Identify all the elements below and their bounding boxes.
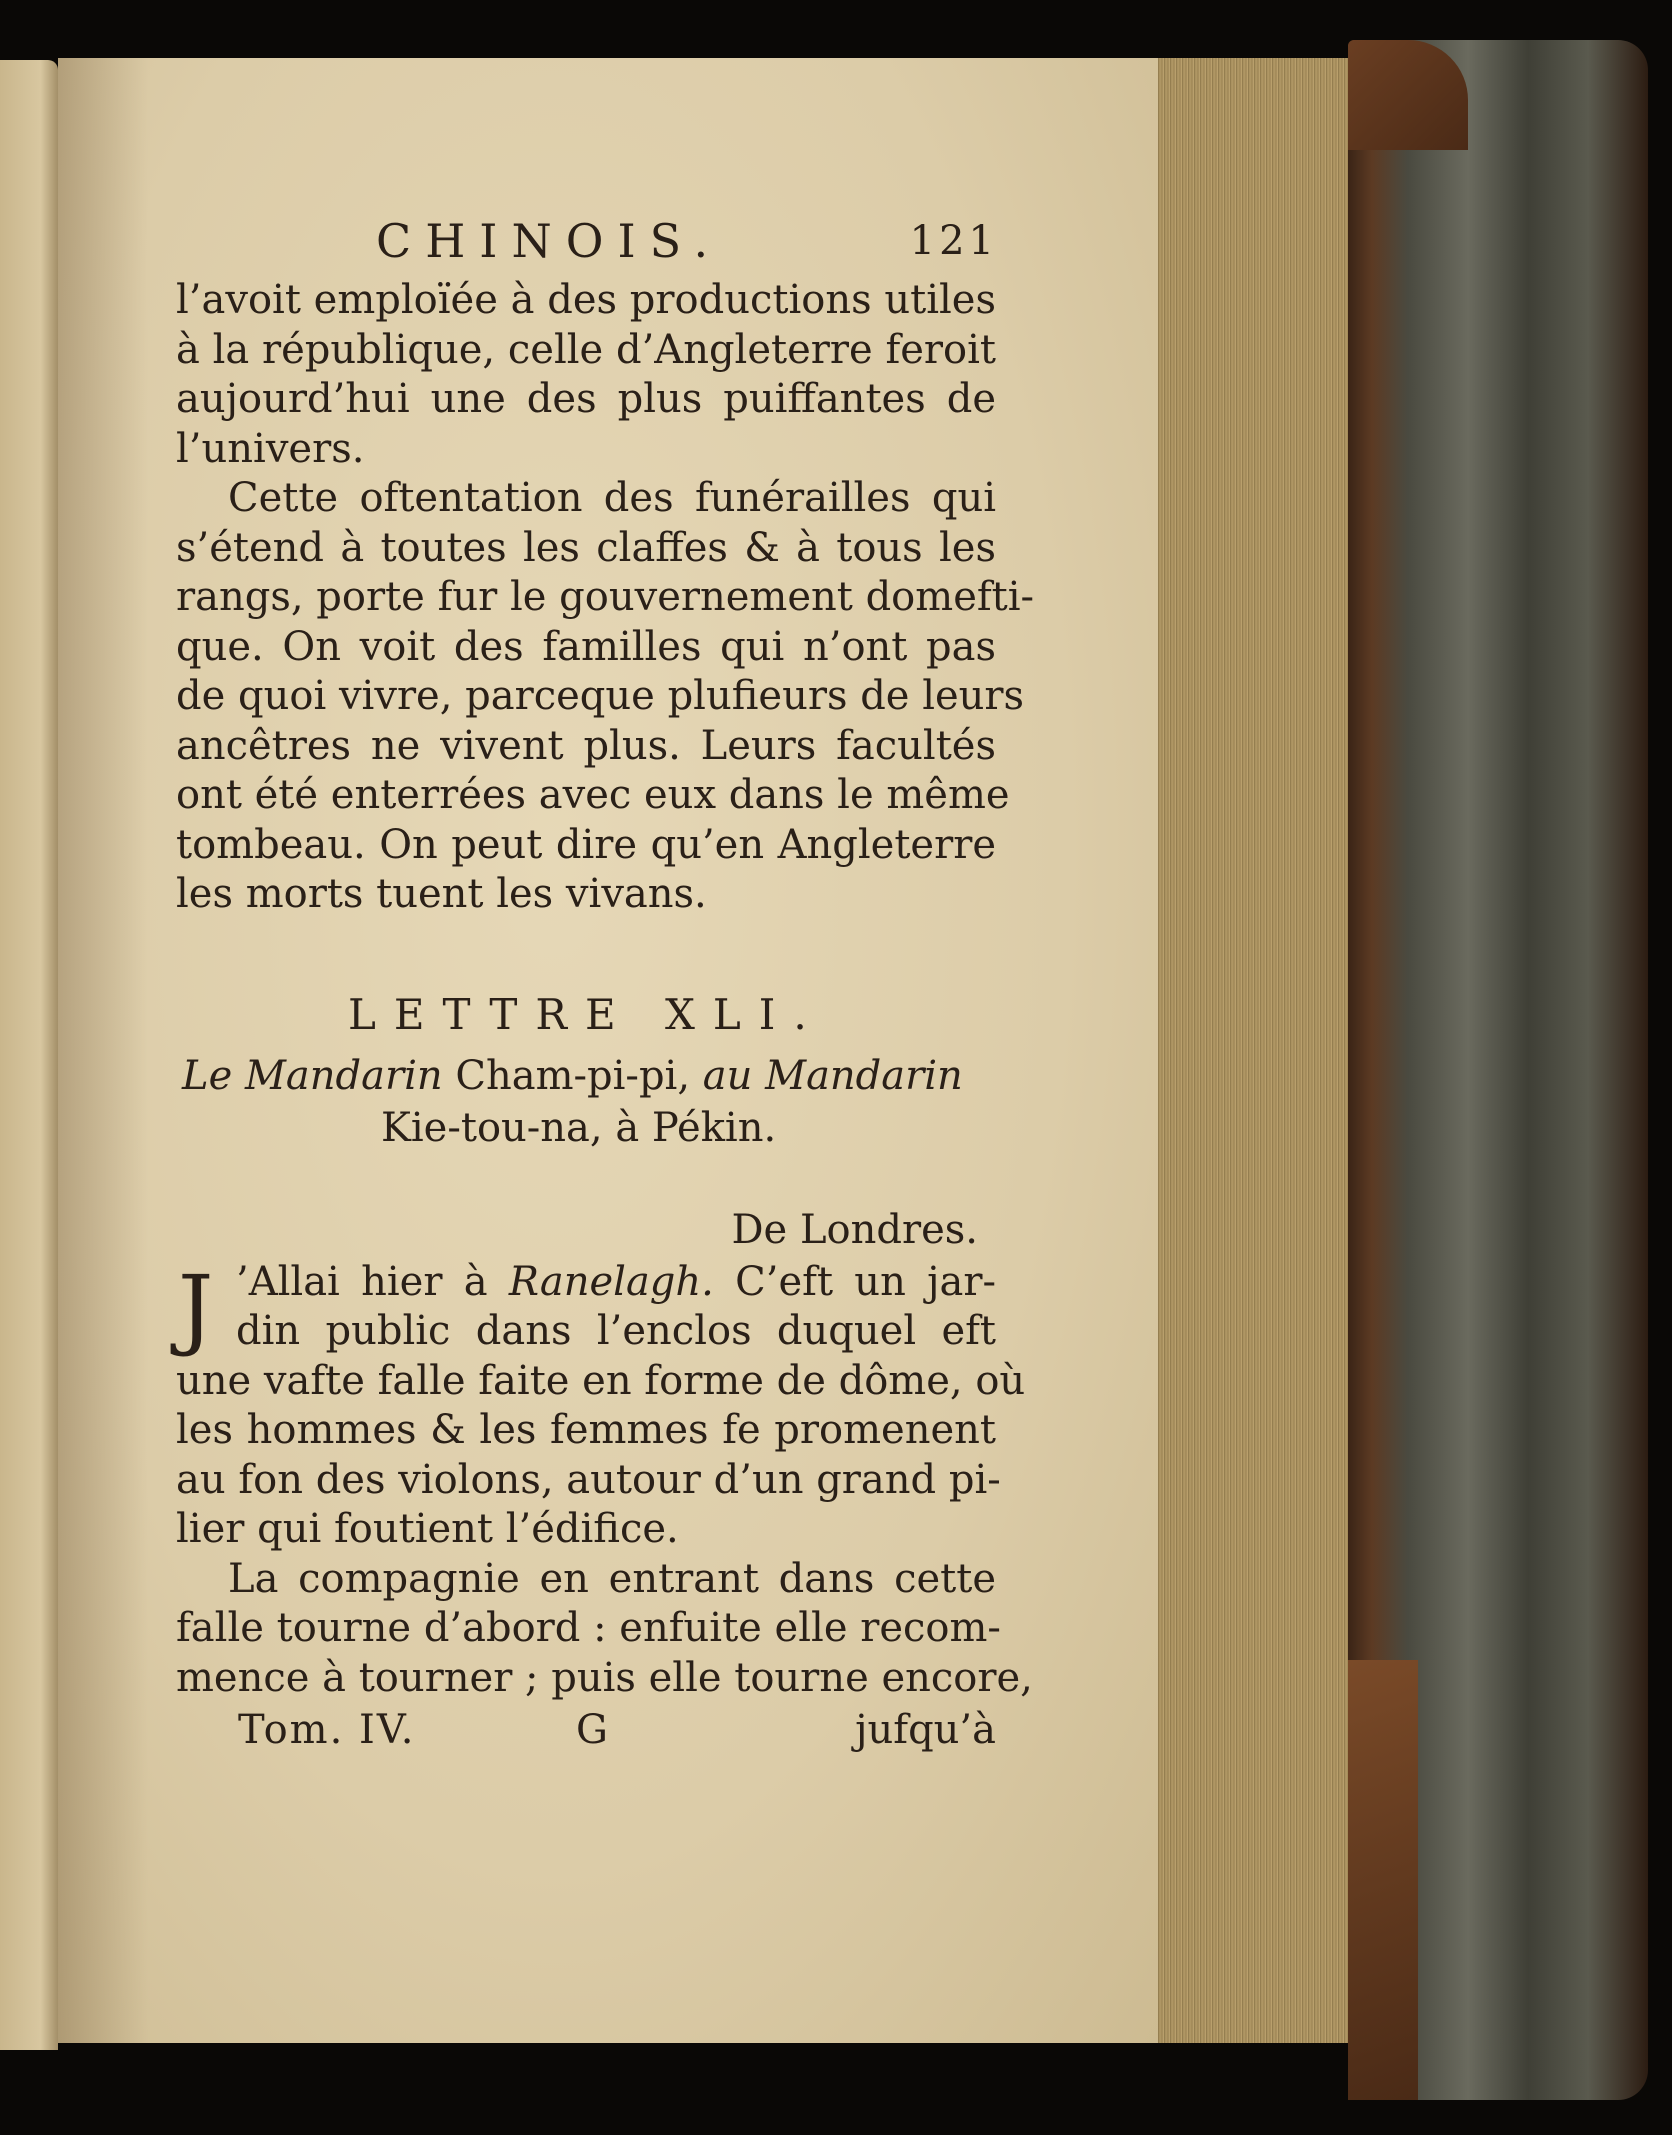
text-line: aujourd’hui une des plus puiffantes de [176,376,996,422]
address-line-2: Kie-tou-na, à Pékin. [381,1104,777,1151]
text-segment: C’eft un jar- [713,1258,996,1305]
paragraph-1 [176,276,996,474]
catchword: jufqu’à [855,1707,996,1753]
text-line: s’étend à toutes les claffes & à tous les [176,524,996,571]
letter-heading: LETTRE XLI. [348,989,825,1039]
text-line: La compagnie en entrant dans cette [228,1555,996,1602]
page-number: 121 [909,218,998,264]
binding-corner-top [1348,40,1468,150]
text-segment: ’Allai hier à [236,1258,509,1305]
text-line: rangs, porte fur le gouvernement domefti- [176,574,1035,620]
page-footer [176,1703,996,1757]
text-line: les hommes & les femmes fe promenent [176,1407,996,1453]
text-line: l’univers. [176,425,365,472]
paragraph-4 [176,1555,1033,1704]
text-line: une vafte falle faite en forme de dôme, où [176,1357,1026,1404]
text-line: à la république, celle d’Angleterre feroit [176,326,996,373]
text-line: les morts tuent les vivans. [176,871,707,917]
gathering-mark: G [576,1707,608,1753]
drop-cap: J [178,1255,214,1359]
italic-place-name: Ranelagh. [508,1258,714,1305]
text-segment: din public dans l’enclos duquel eft [236,1308,996,1354]
text-line: lier qui foutient l’édifice. [176,1506,679,1552]
letter-place: De Londres. [731,1206,978,1253]
volume-signature: Tom. IV. [238,1707,416,1753]
running-head [176,214,996,276]
text-line: ont été enterrées avec eux dans le même [176,772,1010,818]
binding-corner-bottom [1348,1660,1418,2100]
gutter-shadow [58,58,148,2043]
page-text [176,214,1035,1757]
text-line: mence à tourner ; puis elle tourne encore, [176,1654,1033,1701]
text-line [176,1307,996,1357]
text-line: tombeau. On peut dire qu’en Angleterre [176,821,996,868]
paragraph-3 [176,1255,1026,1555]
text-line: ancêtres ne vivent plus. Leurs facultés [176,722,996,769]
address-italic: Le Mandarin [182,1052,443,1099]
address-line-1 [176,1050,996,1102]
text-line: Cette oftentation des funérailles qui [228,475,996,521]
left-page-edge [0,60,58,2050]
sender-name: Cham-pi-pi, [455,1052,691,1099]
text-line [176,1258,996,1308]
text-line: que. On voit des familles qui n’ont pas [176,623,996,670]
page-edges [1158,58,1348,2043]
paragraph-2 [176,474,1035,920]
text-line: l’avoit emploïée à des productions utiles [176,277,996,323]
text-line: falle tourne d’abord : enfuite elle recom- [176,1605,1001,1651]
address-italic: au Mandarin [702,1052,963,1099]
running-head-title: CHINOIS. [376,214,723,268]
letter-address [176,1050,996,1154]
text-line: de quoi vivre, parceque plufieurs de leurs [176,673,1025,719]
text-line: au fon des violons, autour d’un grand pi- [176,1456,1001,1503]
